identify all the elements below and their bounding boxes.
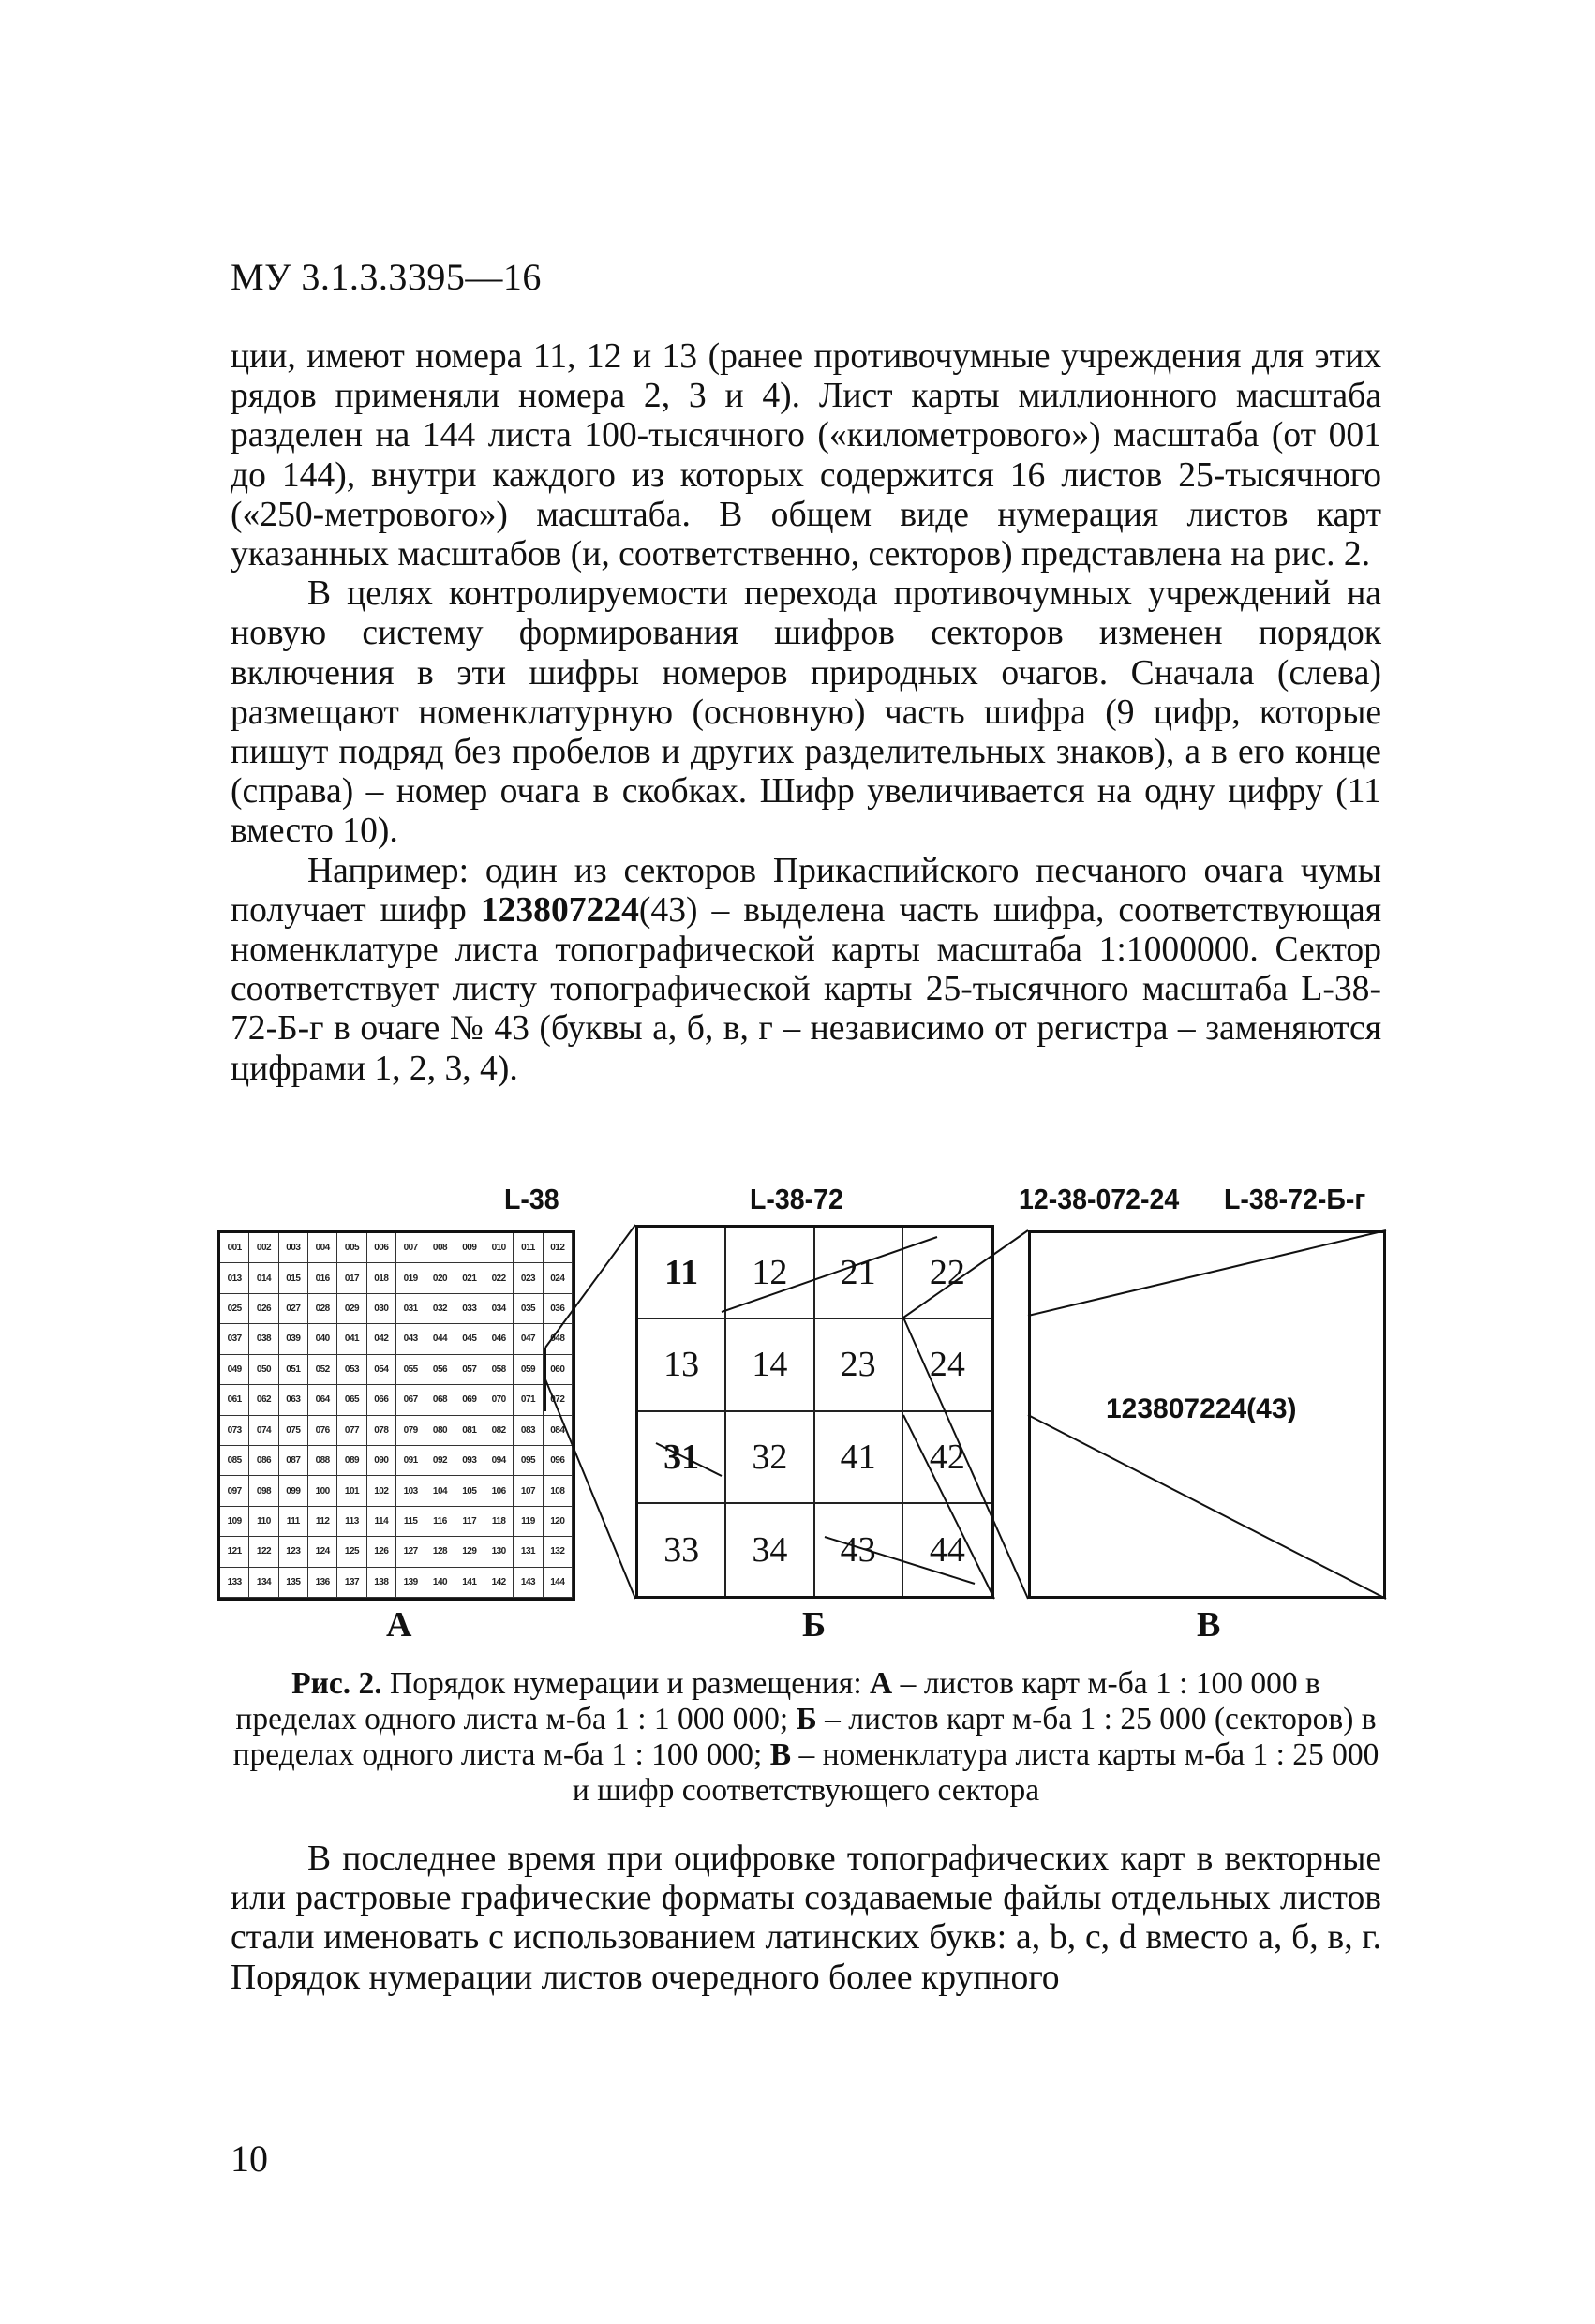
grid-a-cell: 034 <box>484 1294 514 1324</box>
grid-a-cell: 087 <box>279 1446 308 1476</box>
grid-b-cell: 12 <box>726 1228 814 1319</box>
caption-fig-label: Рис. 2. <box>291 1666 382 1701</box>
grid-a-cell: 063 <box>279 1385 308 1415</box>
label-l38-72-b-g: L-38-72-Б-г <box>1224 1183 1366 1215</box>
grid-b-cell: 44 <box>929 1529 965 1570</box>
grid-a-cell: 020 <box>425 1263 455 1293</box>
grid-a-cell: 076 <box>308 1416 337 1446</box>
grid-a-cell: 103 <box>396 1476 425 1506</box>
grid-a-cell: 102 <box>367 1476 396 1506</box>
grid-a-cell: 119 <box>514 1507 543 1537</box>
grid-a-cell: 113 <box>337 1507 366 1537</box>
grid-a-cell: 026 <box>249 1294 278 1324</box>
grid-a-cell: 082 <box>484 1416 514 1446</box>
grid-b-cell: 24 <box>903 1319 991 1411</box>
grid-a-cell: 120 <box>544 1507 573 1537</box>
grid-a-cell: 085 <box>220 1446 249 1476</box>
grid-a-cell: 129 <box>455 1537 484 1567</box>
grid-a-cell: 007 <box>396 1233 425 1263</box>
grid-b-cell: 41 <box>815 1412 903 1504</box>
grid-a-cell: 090 <box>367 1446 396 1476</box>
grid-a-cell: 073 <box>220 1416 249 1446</box>
grid-a-cell: 093 <box>455 1446 484 1476</box>
grid-a-cell: 052 <box>308 1355 337 1385</box>
grid-b-cell: 22 <box>903 1228 991 1319</box>
grid-a-cell: 017 <box>337 1263 366 1293</box>
grid-a-cell: 081 <box>455 1416 484 1446</box>
paragraph-1: ции, имеют номера 11, 12 и 13 (ранее противочумные учреждения для этих рядов применяли номера 2, 3 и 4). Лист карты миллионного масштаба разделен на 144 листа 100-тысячного («километрового») масштаба (от 001 до 144), внутри каждого из которых содержится 16 листов 25-тысячного («250-метрового») масштаба. В общем виде нумерация листов карт указанных масштабов (и, соответственно, секторов) представлена на рис. 2. <box>231 337 1381 574</box>
grid-a-cell: 004 <box>308 1233 337 1263</box>
caption-text-1: Порядок нумерации и размещения: <box>381 1666 871 1701</box>
grid-a-cell: 067 <box>396 1385 425 1415</box>
grid-a-cell: 038 <box>249 1324 278 1354</box>
grid-a-cell: 115 <box>396 1507 425 1537</box>
grid-a-cell: 050 <box>249 1355 278 1385</box>
grid-a-cell: 046 <box>484 1324 514 1354</box>
caption-a: А <box>870 1666 893 1701</box>
grid-a-cell: 061 <box>220 1385 249 1415</box>
grid-a-cell: 116 <box>425 1507 455 1537</box>
grid-a-cell: 123 <box>279 1537 308 1567</box>
grid-a-cell: 053 <box>337 1355 366 1385</box>
grid-a-cell: 138 <box>367 1568 396 1598</box>
grid-a-cell: 141 <box>455 1568 484 1598</box>
caption-text-4: – номенклатура листа карты м-ба 1 : 25 000 и шифр соответствующего сектора <box>572 1737 1379 1808</box>
caption-text-3: – листов карт м-ба 1 : 25 000 (секторов) в пределах одного листа м-ба 1 : 100 000; <box>232 1702 1377 1772</box>
grid-a-cell: 015 <box>279 1263 308 1293</box>
document-header: МУ 3.1.3.3395—16 <box>231 256 542 298</box>
grid-a-cell: 072 <box>544 1385 573 1415</box>
grid-a-cell: 040 <box>308 1324 337 1354</box>
grid-a-cell: 023 <box>514 1263 543 1293</box>
grid-a-cell: 018 <box>367 1263 396 1293</box>
grid-b-cell: 14 <box>726 1319 814 1411</box>
grid-a-cell: 098 <box>249 1476 278 1506</box>
grid-b-cell: 21 <box>815 1228 903 1319</box>
caption-b: Б <box>796 1702 817 1736</box>
grid-a-cell: 105 <box>455 1476 484 1506</box>
label-l38: L-38 <box>504 1183 559 1215</box>
grid-a-cell: 117 <box>455 1507 484 1537</box>
grid-a-cell: 124 <box>308 1537 337 1567</box>
grid-a-cell: 055 <box>396 1355 425 1385</box>
grid-a-cell: 059 <box>514 1355 543 1385</box>
cipher-bold-part: 123807224 <box>480 890 639 930</box>
grid-a-cell: 108 <box>544 1476 573 1506</box>
grid-a-cell: 122 <box>249 1537 278 1567</box>
grid-a-cell: 133 <box>220 1568 249 1598</box>
grid-a-cell: 005 <box>337 1233 366 1263</box>
grid-a-cell: 121 <box>220 1537 249 1567</box>
figure-letter-a: А <box>386 1605 412 1645</box>
grid-a-cell: 024 <box>544 1263 573 1293</box>
grid-a-cell: 014 <box>249 1263 278 1293</box>
paragraph-3-end: (43) – выделена часть шифра, соответствующая номенклатуре листа топографической карты масштаба 1:1000000. Сектор соответствует листу топографической карты 25-тысячного масштаба L-38-72-Б-г в очаге № 43 (буквы а, б, в, г – независимо от регистра – заменяются цифрами 1, 2, 3, 4). <box>231 890 1381 1088</box>
grid-a-cell: 027 <box>279 1294 308 1324</box>
grid-a-cell: 042 <box>367 1324 396 1354</box>
grid-a-cell: 044 <box>425 1324 455 1354</box>
grid-a-cell: 043 <box>396 1324 425 1354</box>
grid-a-cell: 097 <box>220 1476 249 1506</box>
grid-a-cell: 144 <box>544 1568 573 1598</box>
grid-a-cell: 074 <box>249 1416 278 1446</box>
grid-a-cell: 028 <box>308 1294 337 1324</box>
grid-a-cell: 130 <box>484 1537 514 1567</box>
grid-a-cell: 016 <box>308 1263 337 1293</box>
figure-letter-b: Б <box>802 1605 827 1645</box>
grid-a-cell: 069 <box>455 1385 484 1415</box>
grid-b-cell: 33 <box>638 1504 726 1596</box>
grid-a-cell: 112 <box>308 1507 337 1537</box>
grid-a-cell: 045 <box>455 1324 484 1354</box>
grid-a-cell: 031 <box>396 1294 425 1324</box>
label-code-12-38-072-24: 12-38-072-24 <box>1019 1183 1180 1215</box>
grid-a-cell: 101 <box>337 1476 366 1506</box>
grid-a-cell: 036 <box>544 1294 573 1324</box>
grid-a-cell: 080 <box>425 1416 455 1446</box>
grid-a-cell: 091 <box>396 1446 425 1476</box>
grid-a-cell: 079 <box>396 1416 425 1446</box>
grid-a-cell: 035 <box>514 1294 543 1324</box>
grid-b-cell: 32 <box>726 1412 814 1504</box>
page-number: 10 <box>231 2138 268 2180</box>
grid-a-cell: 006 <box>367 1233 396 1263</box>
grid-a-cell: 094 <box>484 1446 514 1476</box>
grid-b-cell: 34 <box>726 1504 814 1596</box>
grid-a-cell: 109 <box>220 1507 249 1537</box>
grid-a-cell: 100 <box>308 1476 337 1506</box>
grid-a-cell: 135 <box>279 1568 308 1598</box>
grid-a-cell: 086 <box>249 1446 278 1476</box>
grid-a-cell: 126 <box>367 1537 396 1567</box>
paragraph-4: В последнее время при оцифровке топографических карт в векторные или растровые графические форматы создаваемые файлы отдельных листов стали именовать с использованием латинских букв: a, b, c, d вместо а, б, в, г. Порядок нумерации листов очередного более крупного <box>231 1840 1381 1997</box>
grid-a-cell: 003 <box>279 1233 308 1263</box>
grid-a-cell: 095 <box>514 1446 543 1476</box>
grid-a-cell: 107 <box>514 1476 543 1506</box>
grid-b-cell: 42 <box>903 1412 991 1504</box>
grid-a-cell: 032 <box>425 1294 455 1324</box>
grid-a-cell: 066 <box>367 1385 396 1415</box>
grid-a-cell: 048 <box>544 1324 573 1354</box>
caption-text-2: – листов карт м-ба 1 : 100 000 в пределах одного листа м-ба 1 : 1 000 000; <box>235 1666 1320 1736</box>
grid-a-cell: 142 <box>484 1568 514 1598</box>
grid-a-cell: 033 <box>455 1294 484 1324</box>
grid-a-cell: 057 <box>455 1355 484 1385</box>
grid-a-cell: 021 <box>455 1263 484 1293</box>
label-l38-72: L-38-72 <box>750 1183 843 1215</box>
grid-b-cell: 13 <box>638 1319 726 1411</box>
grid-a-cell: 019 <box>396 1263 425 1293</box>
grid-b-cell: 31 <box>638 1412 726 1504</box>
grid-a-cell: 047 <box>514 1324 543 1354</box>
grid-a-cell: 106 <box>484 1476 514 1506</box>
grid-a-cell: 049 <box>220 1355 249 1385</box>
grid-a-cell: 089 <box>337 1446 366 1476</box>
grid-a-cell: 058 <box>484 1355 514 1385</box>
caption-v: В <box>769 1737 792 1772</box>
grid-a-cell: 111 <box>279 1507 308 1537</box>
grid-a-cell: 065 <box>337 1385 366 1415</box>
grid-a-cell: 143 <box>514 1568 543 1598</box>
grid-a-cell: 075 <box>279 1416 308 1446</box>
grid-a-cell: 041 <box>337 1324 366 1354</box>
grid-a-cell: 125 <box>337 1537 366 1567</box>
grid-a-cell: 099 <box>279 1476 308 1506</box>
grid-a-cell: 060 <box>544 1355 573 1385</box>
grid-a-cell: 092 <box>425 1446 455 1476</box>
grid-a-cell: 078 <box>367 1416 396 1446</box>
sector-code: 123807224(43) <box>1106 1393 1297 1424</box>
figure-caption <box>231 1666 1381 1809</box>
grid-a-cell: 083 <box>514 1416 543 1446</box>
grid-a-cell: 084 <box>544 1416 573 1446</box>
grid-a-cell: 030 <box>367 1294 396 1324</box>
paragraph-2: В целях контролируемости перехода противочумных учреждений на новую систему формирования шифров секторов изменен порядок включения в эти шифры номеров природных очагов. Сначала (слева) размещают номенклатурную (основную) часть шифра (9 цифр, которые пишут подряд без пробелов и других разделительных знаков), а в его конце (справа) – номер очага в скобках. Шифр увеличивается на одну цифру (11 вместо 10). <box>231 574 1381 851</box>
grid-a-cell: 110 <box>249 1507 278 1537</box>
grid-a-cell: 054 <box>367 1355 396 1385</box>
grid-a-cell: 132 <box>544 1537 573 1567</box>
grid-b-cell: 11 <box>638 1228 726 1319</box>
grid-a-cell: 008 <box>425 1233 455 1263</box>
grid-a-cell: 011 <box>514 1233 543 1263</box>
grid-a-cell: 037 <box>220 1324 249 1354</box>
grid-a-cell: 140 <box>425 1568 455 1598</box>
grid-a-cell: 025 <box>220 1294 249 1324</box>
grid-a-cell: 131 <box>514 1537 543 1567</box>
grid-a-cell: 022 <box>484 1263 514 1293</box>
grid-a-cell: 010 <box>484 1233 514 1263</box>
paragraph-3-start: Например: один из секторов Прикаспийского песчаного очага чумы получает шифр <box>231 851 1381 930</box>
grid-a-cell: 128 <box>425 1537 455 1567</box>
grid-a-cell: 068 <box>425 1385 455 1415</box>
grid-a-cell: 127 <box>396 1537 425 1567</box>
grid-a-cell: 029 <box>337 1294 366 1324</box>
grid-a-cell: 104 <box>425 1476 455 1506</box>
body-text-bottom <box>231 1840 1381 1998</box>
grid-a-cell: 051 <box>279 1355 308 1385</box>
grid-a-cell: 071 <box>514 1385 543 1415</box>
grid-a-cell: 136 <box>308 1568 337 1598</box>
grid-a-cell: 009 <box>455 1233 484 1263</box>
grid-b-cell: 23 <box>815 1319 903 1411</box>
grid-a-cell: 070 <box>484 1385 514 1415</box>
grid-a-cell: 137 <box>337 1568 366 1598</box>
grid-a-cell: 056 <box>425 1355 455 1385</box>
grid-a-cell: 096 <box>544 1446 573 1476</box>
grid-a-cell: 064 <box>308 1385 337 1415</box>
grid-a-cell: 134 <box>249 1568 278 1598</box>
grid-a-cell: 001 <box>220 1233 249 1263</box>
grid-a-cell: 039 <box>279 1324 308 1354</box>
grid-a-cell: 114 <box>367 1507 396 1537</box>
figure-letter-v: В <box>1197 1605 1221 1645</box>
grid-a-cell: 088 <box>308 1446 337 1476</box>
grid-a-cell: 002 <box>249 1233 278 1263</box>
grid-a-cell: 062 <box>249 1385 278 1415</box>
grid-a-cell: 139 <box>396 1568 425 1598</box>
grid-a-cell: 118 <box>484 1507 514 1537</box>
grid-a-cell: 077 <box>337 1416 366 1446</box>
grid-a-cell: 012 <box>544 1233 573 1263</box>
grid-a-cell: 013 <box>220 1263 249 1293</box>
grid-b-cell: 43 <box>815 1504 903 1596</box>
